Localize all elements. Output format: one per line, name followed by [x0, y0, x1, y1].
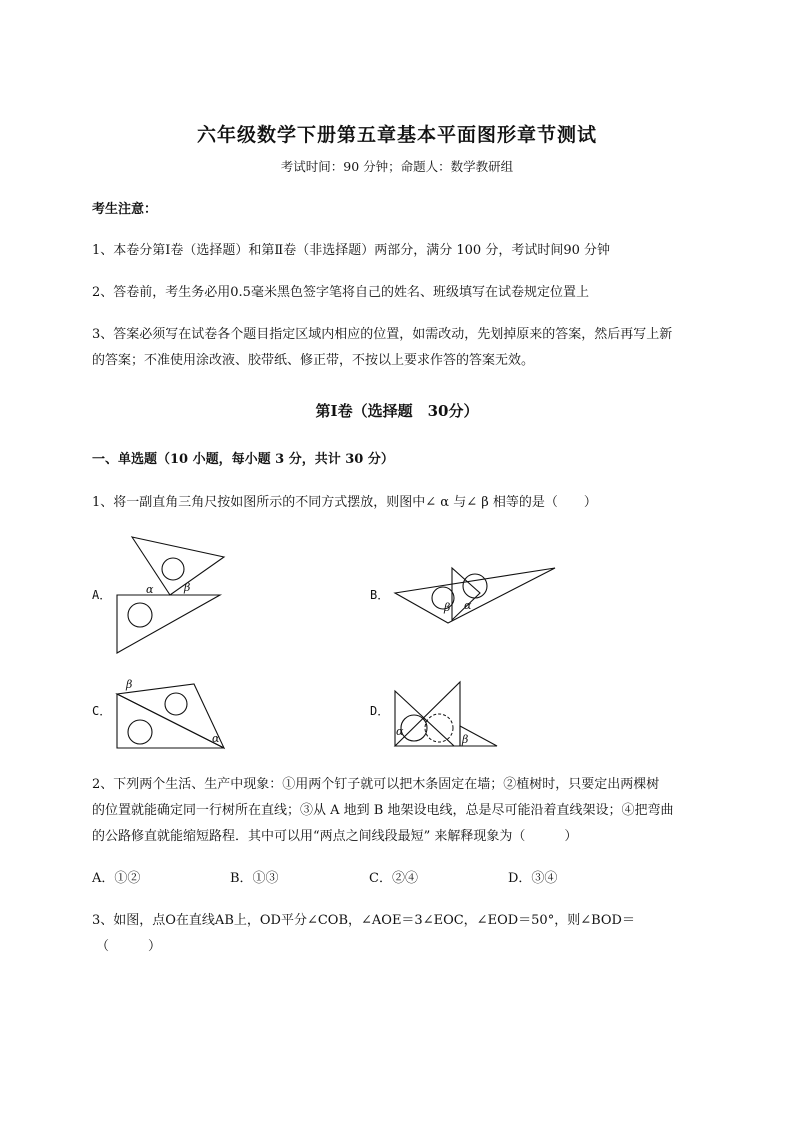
alpha-label: α — [212, 732, 220, 745]
question-2-line-3: 的公路修直就能缩短路程．其中可以用“两点之间线段最短” 来解释现象为（ ） — [92, 829, 578, 844]
q2-option-c[interactable]: C．②④ — [369, 871, 418, 886]
alpha-label: α — [146, 583, 154, 596]
beta-label: β — [184, 581, 191, 594]
q1-option-a-label[interactable]: A． — [92, 588, 112, 602]
q1-option-c-label[interactable]: C． — [92, 704, 112, 718]
set-square-upper — [117, 684, 224, 748]
notice-heading: 考生注意： — [92, 202, 158, 217]
q2-option-a[interactable]: A．①② — [92, 871, 141, 886]
beta-label: β — [126, 678, 133, 691]
q2-option-d[interactable]: D．③④ — [508, 871, 558, 886]
notice-item-3-cont: 的答案；不准使用涂改液、胶带纸、修正带，不按以上要求作答的答案无效。 — [92, 353, 535, 368]
notice-item-1: 1、本卷分第Ⅰ卷（选择题）和第Ⅱ卷（非选择题）两部分，满分 100 分，考试时间90 分钟 — [92, 243, 610, 258]
question-2-line-2: 的位置就能确定同一行树所在直线；③从 A 地到 B 地架设电线，总是尽可能沿着直线架设；④把弯曲 — [92, 803, 674, 818]
beta-label: β — [444, 601, 451, 614]
section-title: 第Ⅰ卷（选择题 30分） — [315, 402, 479, 420]
beta-label: β — [462, 733, 469, 746]
alpha-label: α — [464, 599, 472, 612]
notice-item-3: 3、答案必须写在试卷各个题目指定区域内相应的位置，如需改动，先划掉原来的答案，然后再写上新 — [92, 327, 673, 342]
question-3-line-1: 3、如图，点O在直线AB上，OD平分∠COB，∠AOE＝3∠EOC，∠EOD＝50°，则∠BOD＝ — [92, 913, 635, 928]
page-title: 六年级数学下册第五章基本平面图形章节测试 — [196, 124, 597, 146]
exam-info: 考试时间：90 分钟；命题人：数学教研组 — [280, 159, 514, 174]
question-1-stem: 1、将一副直角三角尺按如图所示的不同方式摆放，则图中∠ α 与∠ β 相等的是（ ） — [92, 495, 597, 510]
alpha-label: α — [396, 725, 404, 738]
q1-figure-a — [110, 535, 230, 655]
q1-figure-d — [392, 680, 502, 752]
q1-figure-c — [112, 672, 227, 754]
q1-option-b-label[interactable]: B． — [370, 588, 390, 602]
notice-item-2: 2、答卷前，考生务必用0.5毫米黑色签字笔将自己的姓名、班级填写在试卷规定位置上 — [92, 285, 589, 300]
question-2-line-1: 2、下列两个生活、生产中现象：①用两个钉子就可以把木条固定在墙；②植树时，只要定出两棵树 — [92, 777, 660, 792]
part-heading: 一、单选题（10 小题，每小题 3 分，共计 30 分） — [92, 452, 394, 467]
q1-option-d-label[interactable]: D． — [370, 704, 390, 718]
question-3-answer-blank: （ ） — [96, 939, 162, 954]
set-square-lower — [117, 694, 224, 748]
set-square-long — [395, 568, 555, 623]
q2-option-b[interactable]: B．①③ — [230, 871, 279, 886]
q1-figure-b — [390, 560, 565, 630]
